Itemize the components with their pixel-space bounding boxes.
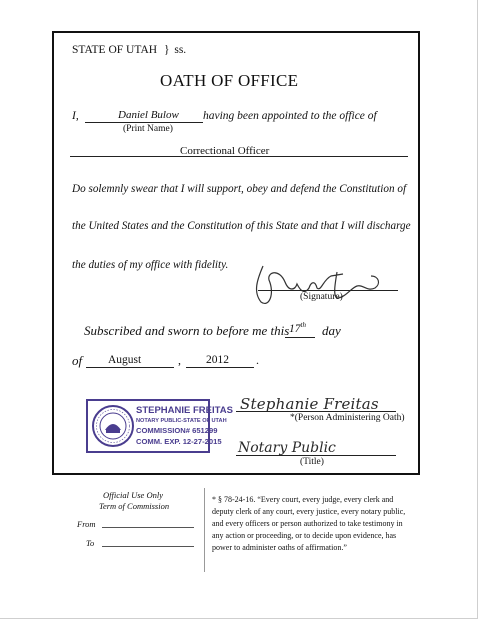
notary-stamp xyxy=(86,399,233,453)
utah-state-seal-icon xyxy=(91,404,135,448)
of-label: of xyxy=(72,353,83,368)
appointment-suffix: having been appointed to the office of xyxy=(203,110,377,122)
from-label: From xyxy=(77,519,96,529)
stamp-line-2: COMMISSION# 651299 xyxy=(136,426,218,435)
day-value xyxy=(289,321,306,335)
day-label: day xyxy=(322,323,341,338)
sworn-text: Subscribed and sworn to before me this xyxy=(84,323,290,338)
stamp-line-3: COMM. EXP. 12-27-2015 xyxy=(136,437,222,446)
print-name-line xyxy=(85,122,203,123)
official-use-label: Official Use Only xyxy=(103,490,163,500)
ss-label: ss. xyxy=(174,44,187,56)
office-line xyxy=(70,156,408,157)
title-line xyxy=(236,455,396,456)
state-header xyxy=(72,44,186,56)
title-label: (Title) xyxy=(300,457,324,467)
statute-line-5: power to administer oaths of affirmation.” xyxy=(212,543,347,552)
signature-label: (Signature) xyxy=(300,292,343,302)
office-value: Correctional Officer xyxy=(180,145,270,157)
footer-divider xyxy=(204,488,205,572)
term-of-commission-label: Term of Commission xyxy=(99,501,170,511)
administrator-label: *(Person Administering Oath) xyxy=(290,413,405,423)
statute-line-2: deputy clerk of any court, every justice, every notary public, xyxy=(212,507,406,516)
day-suffix: th xyxy=(300,321,306,329)
print-name-value: Daniel Bulow xyxy=(118,109,179,121)
oath-line-2: the United States and the Constitution of this State and that I will discharge xyxy=(72,220,411,232)
document-title: OATH OF OFFICE xyxy=(160,71,299,90)
month-value: August xyxy=(108,354,142,366)
administrator-signature: Stephanie Freitas xyxy=(240,395,379,413)
stamp-line-1: NOTARY PUBLIC-STATE OF UTAH xyxy=(136,418,227,424)
brace: } xyxy=(163,44,170,56)
year-value: 2012 xyxy=(206,354,229,366)
date-comma: , xyxy=(178,353,181,367)
year-line xyxy=(186,367,254,368)
oath-line-1: Do solemnly swear that I will support, obey and defend the Constitution of xyxy=(72,183,407,195)
officer-signature-text xyxy=(270,278,275,279)
date-period: . xyxy=(256,353,259,367)
administrator-line xyxy=(236,411,396,412)
i-label: I, xyxy=(72,110,79,122)
stamp-name: STEPHANIE FREITAS xyxy=(136,405,233,416)
from-line xyxy=(102,527,194,528)
signature-line xyxy=(258,290,398,291)
oath-line-3: the duties of my office with fidelity. xyxy=(72,259,229,271)
to-label: To xyxy=(86,538,95,548)
title-handwriting: Notary Public xyxy=(238,440,336,456)
month-line xyxy=(86,367,174,368)
statute-line-1: * § 78-24-16. “Every court, every judge, every clerk and xyxy=(212,495,394,504)
day-line xyxy=(285,337,315,338)
to-line xyxy=(102,546,194,547)
statute-line-3: and every officers or person authorized to take testimony in xyxy=(212,519,403,528)
statute-line-4: any action or proceeding, or to decide upon evidence, has xyxy=(212,531,397,540)
state-label: STATE OF UTAH xyxy=(72,44,158,56)
day-number: 17 xyxy=(289,322,301,335)
print-name-label: (Print Name) xyxy=(123,124,173,134)
officer-signature-drawing xyxy=(245,262,385,312)
